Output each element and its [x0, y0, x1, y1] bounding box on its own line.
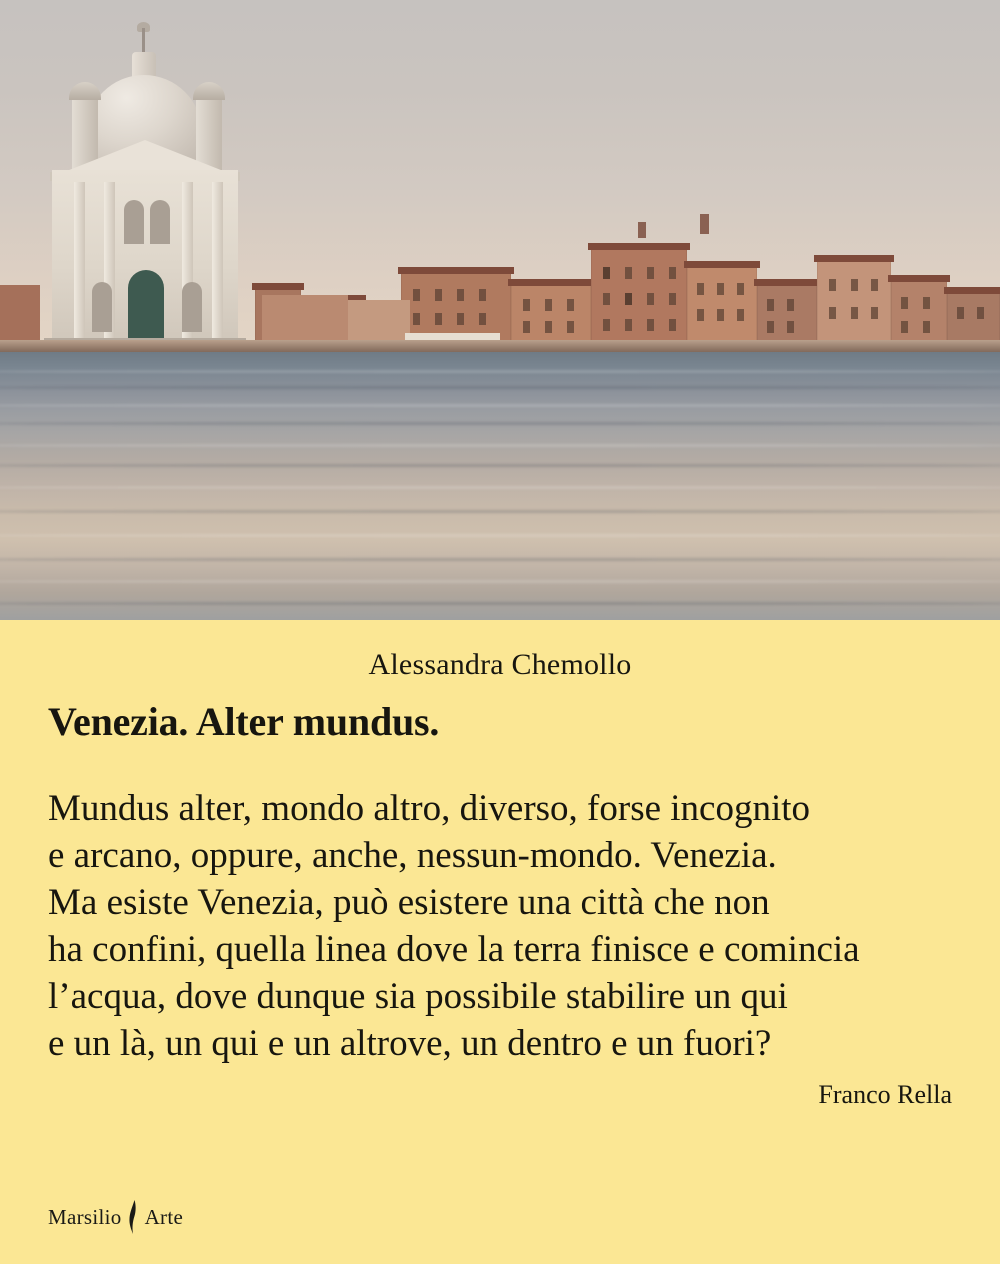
chimney: [700, 214, 709, 234]
shore-building: [262, 295, 348, 343]
blurb-line: Mundus alter, mondo altro, diverso, forse incognito: [48, 788, 811, 829]
shore-building: [348, 300, 410, 343]
publisher-name-right: Arte: [144, 1204, 184, 1229]
blurb-line: e un là, un qui e un altrove, un dentro e un fuori?: [48, 1023, 772, 1064]
blurb-line: e arcano, oppure, anche, nessun-mondo. Venezia.: [48, 835, 777, 876]
publisher-name-left: Marsilio: [48, 1204, 122, 1229]
cover-photograph: [0, 0, 1000, 620]
redentore-church: [30, 20, 260, 345]
blurb-line: Ma esiste Venezia, può esistere una città che non: [48, 882, 770, 923]
blurb-text: [48, 785, 968, 1067]
cover-text-panel: [0, 620, 1000, 1264]
blurb-attribution: Franco Rella: [818, 1080, 952, 1109]
chimney: [638, 222, 646, 238]
blurb-line: l’acqua, dove dunque sia possibile stabilire un qui: [48, 976, 788, 1017]
book-title: Venezia. Alter mundus.: [48, 699, 440, 744]
lagoon-water: [0, 352, 1000, 620]
publisher-logo: [48, 1200, 183, 1234]
flame-mark-icon: [125, 1200, 142, 1234]
author-name: Alessandra Chemollo: [368, 648, 632, 681]
blurb-line: ha confini, quella linea dove la terra finisce e comincia: [48, 929, 860, 970]
